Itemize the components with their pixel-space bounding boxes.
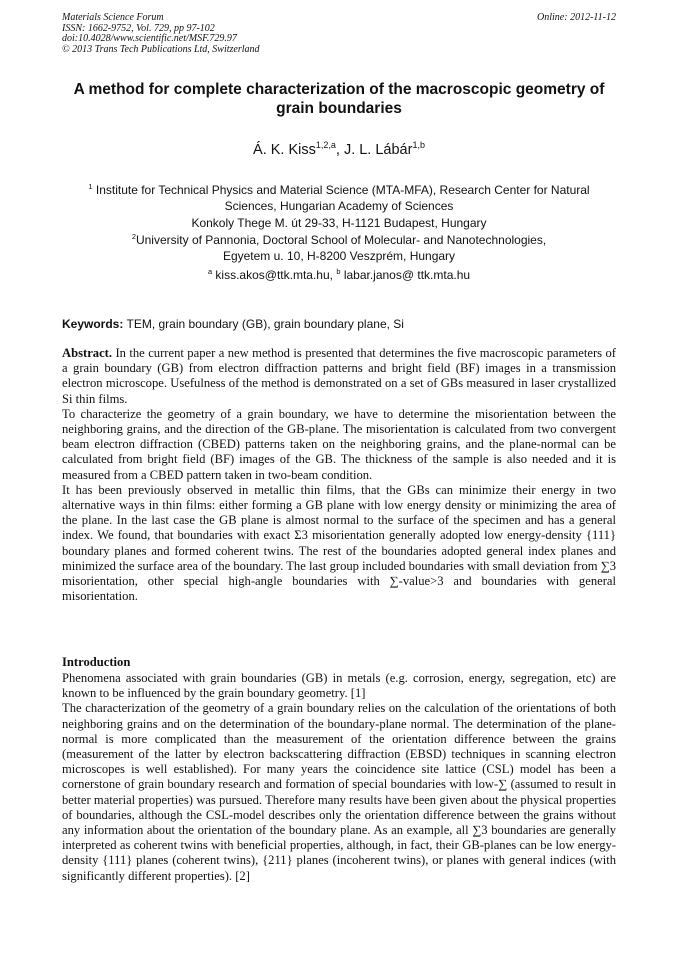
- keywords: [62, 317, 616, 331]
- online-date: Online: 2012-11-12: [537, 12, 616, 23]
- affiliation-2-mark: 2: [131, 232, 136, 241]
- abstract-p1-text: In the current paper a new method is presented that determines the five macroscopic parameters of a grain boundary (GB) from electron diffraction patterns and bright field (BF) images in a transmission electron microscope. Usefulness of the method is demonstrated on a set of GBs measured in laser crystallized Si thin films.: [62, 346, 616, 406]
- copyright-line: © 2013 Trans Tech Publications Ltd, Switzerland: [62, 43, 260, 55]
- affiliation-2: [62, 232, 616, 265]
- email-a: kiss.akos@ttk.mta.hu,: [215, 268, 333, 282]
- abstract-paragraph-1: [62, 346, 616, 407]
- author-separator: ,: [335, 142, 344, 158]
- author-1-affil-mark: 1,2,a: [315, 140, 336, 151]
- author-2-affil-mark: 1,b: [412, 140, 425, 151]
- affiliation-2-line-1: University of Pannonia, Doctoral School of Molecular- and Nanotechnologies,: [135, 233, 547, 247]
- email-b-mark: b: [336, 267, 341, 276]
- abstract-paragraph-3: It has been previously observed in metallic thin films, that the GBs can minimize their energy in two alternative ways in thin films: either forming a GB plane with low energy density or minimizing the area of the plane. In the last case the GB plane is almost normal to the surface of the specimen and has a general index. We found, that boundaries with exact Σ3 misorientation generally adopted low energy-density {111} boundary planes and formed coherent twins. The rest of the boundaries adopted general index planes and minimized the surface area of the boundary. The last group included boundaries with small deviation from ∑3 misorientation, other special high-angle boundaries with ∑-value>3 and boundaries with general misorientation.: [62, 482, 616, 604]
- introduction-paragraph-2: The characterization of the geometry of a grain boundary relies on the calculation of the orientations of both neighboring grains and on the determination of the boundary-plane normal. The determination of the plane-normal is more complicated than the measurement of the orientation difference between the grains (measurement of the latter by electron backscattering diffraction (EBSD) techniques in scanning electron microscopes is well established). For many years the coincidence site lattice (CSL) model has been a cornerstone of grain boundary research and formation of special boundaries with low-∑ (assumed to result in better material properties) was pursued. Therefore many results have been given about the physical properties of boundaries, although the CSL-model describes only the orientation difference between the grains without any information about the orientation of the boundary plane. As an example, all ∑3 boundaries are generally interpreted as coherent twins with beneficial properties, although, in fact, their GB-planes can be low energy-density {111} planes (coherent twins), {211} planes (incoherent twins), or planes with general indices (with significantly different properties). [2]: [62, 701, 616, 883]
- author-1: Á. K. Kiss: [253, 142, 316, 158]
- keywords-label: Keywords:: [62, 317, 124, 331]
- affiliation-1-line-1: Institute for Technical Physics and Material Science (MTA-MFA), Research Center for Natural: [95, 183, 590, 197]
- keywords-text: TEM, grain boundary (GB), grain boundary plane, Si: [126, 317, 404, 331]
- doi-line: doi:10.4028/www.scientific.net/MSF.729.97: [62, 33, 237, 45]
- email-a-mark: a: [207, 267, 213, 276]
- issn-line: ISSN: 1662-9752, Vol. 729, pp 97-102: [62, 22, 215, 34]
- email-line: [62, 267, 616, 283]
- paper-title: A method for complete characterization of the macroscopic geometry of grain boundaries: [73, 81, 605, 117]
- affiliation-2-line-2: Egyetem u. 10, H-8200 Veszprém, Hungary: [222, 249, 456, 264]
- introduction-paragraph-1: Phenomena associated with grain boundaries (GB) in metals (e.g. corrosion, energy, segregation, etc) are known to be influenced by the grain boundary geometry. [1]: [62, 671, 616, 701]
- author-line: [62, 142, 616, 158]
- affiliation-1-line-2: Sciences, Hungarian Academy of Sciences: [224, 199, 454, 214]
- affiliation-1: [62, 182, 616, 231]
- affiliation-1-line-3: Konkoly Thege M. út 29-33, H-1121 Budapest, Hungary: [191, 215, 487, 230]
- running-header: [62, 13, 616, 55]
- journal-name: Materials Science Forum: [62, 12, 164, 23]
- abstract-label: Abstract.: [62, 346, 113, 360]
- introduction-body: [62, 671, 616, 884]
- abstract-paragraph-2: To characterize the geometry of a grain boundary, we have to determine the misorientation between the neighboring grains, and the direction of the GB-plane. The misorientation is calculated from two convergent beam electron diffraction (CBED) patterns taken on the neighboring grains, and the plane-normal can be calculated from bright field (BF) images of the GB. The thickness of the sample is also needed and it is measured from a CBED pattern taken in two-beam condition.: [62, 406, 616, 482]
- affiliation-1-mark: 1: [88, 182, 93, 191]
- introduction-heading: Introduction: [62, 655, 131, 669]
- email-b: labar.janos@ ttk.mta.hu: [343, 268, 471, 282]
- author-2: J. L. Lábár: [343, 142, 413, 158]
- abstract: [62, 346, 616, 604]
